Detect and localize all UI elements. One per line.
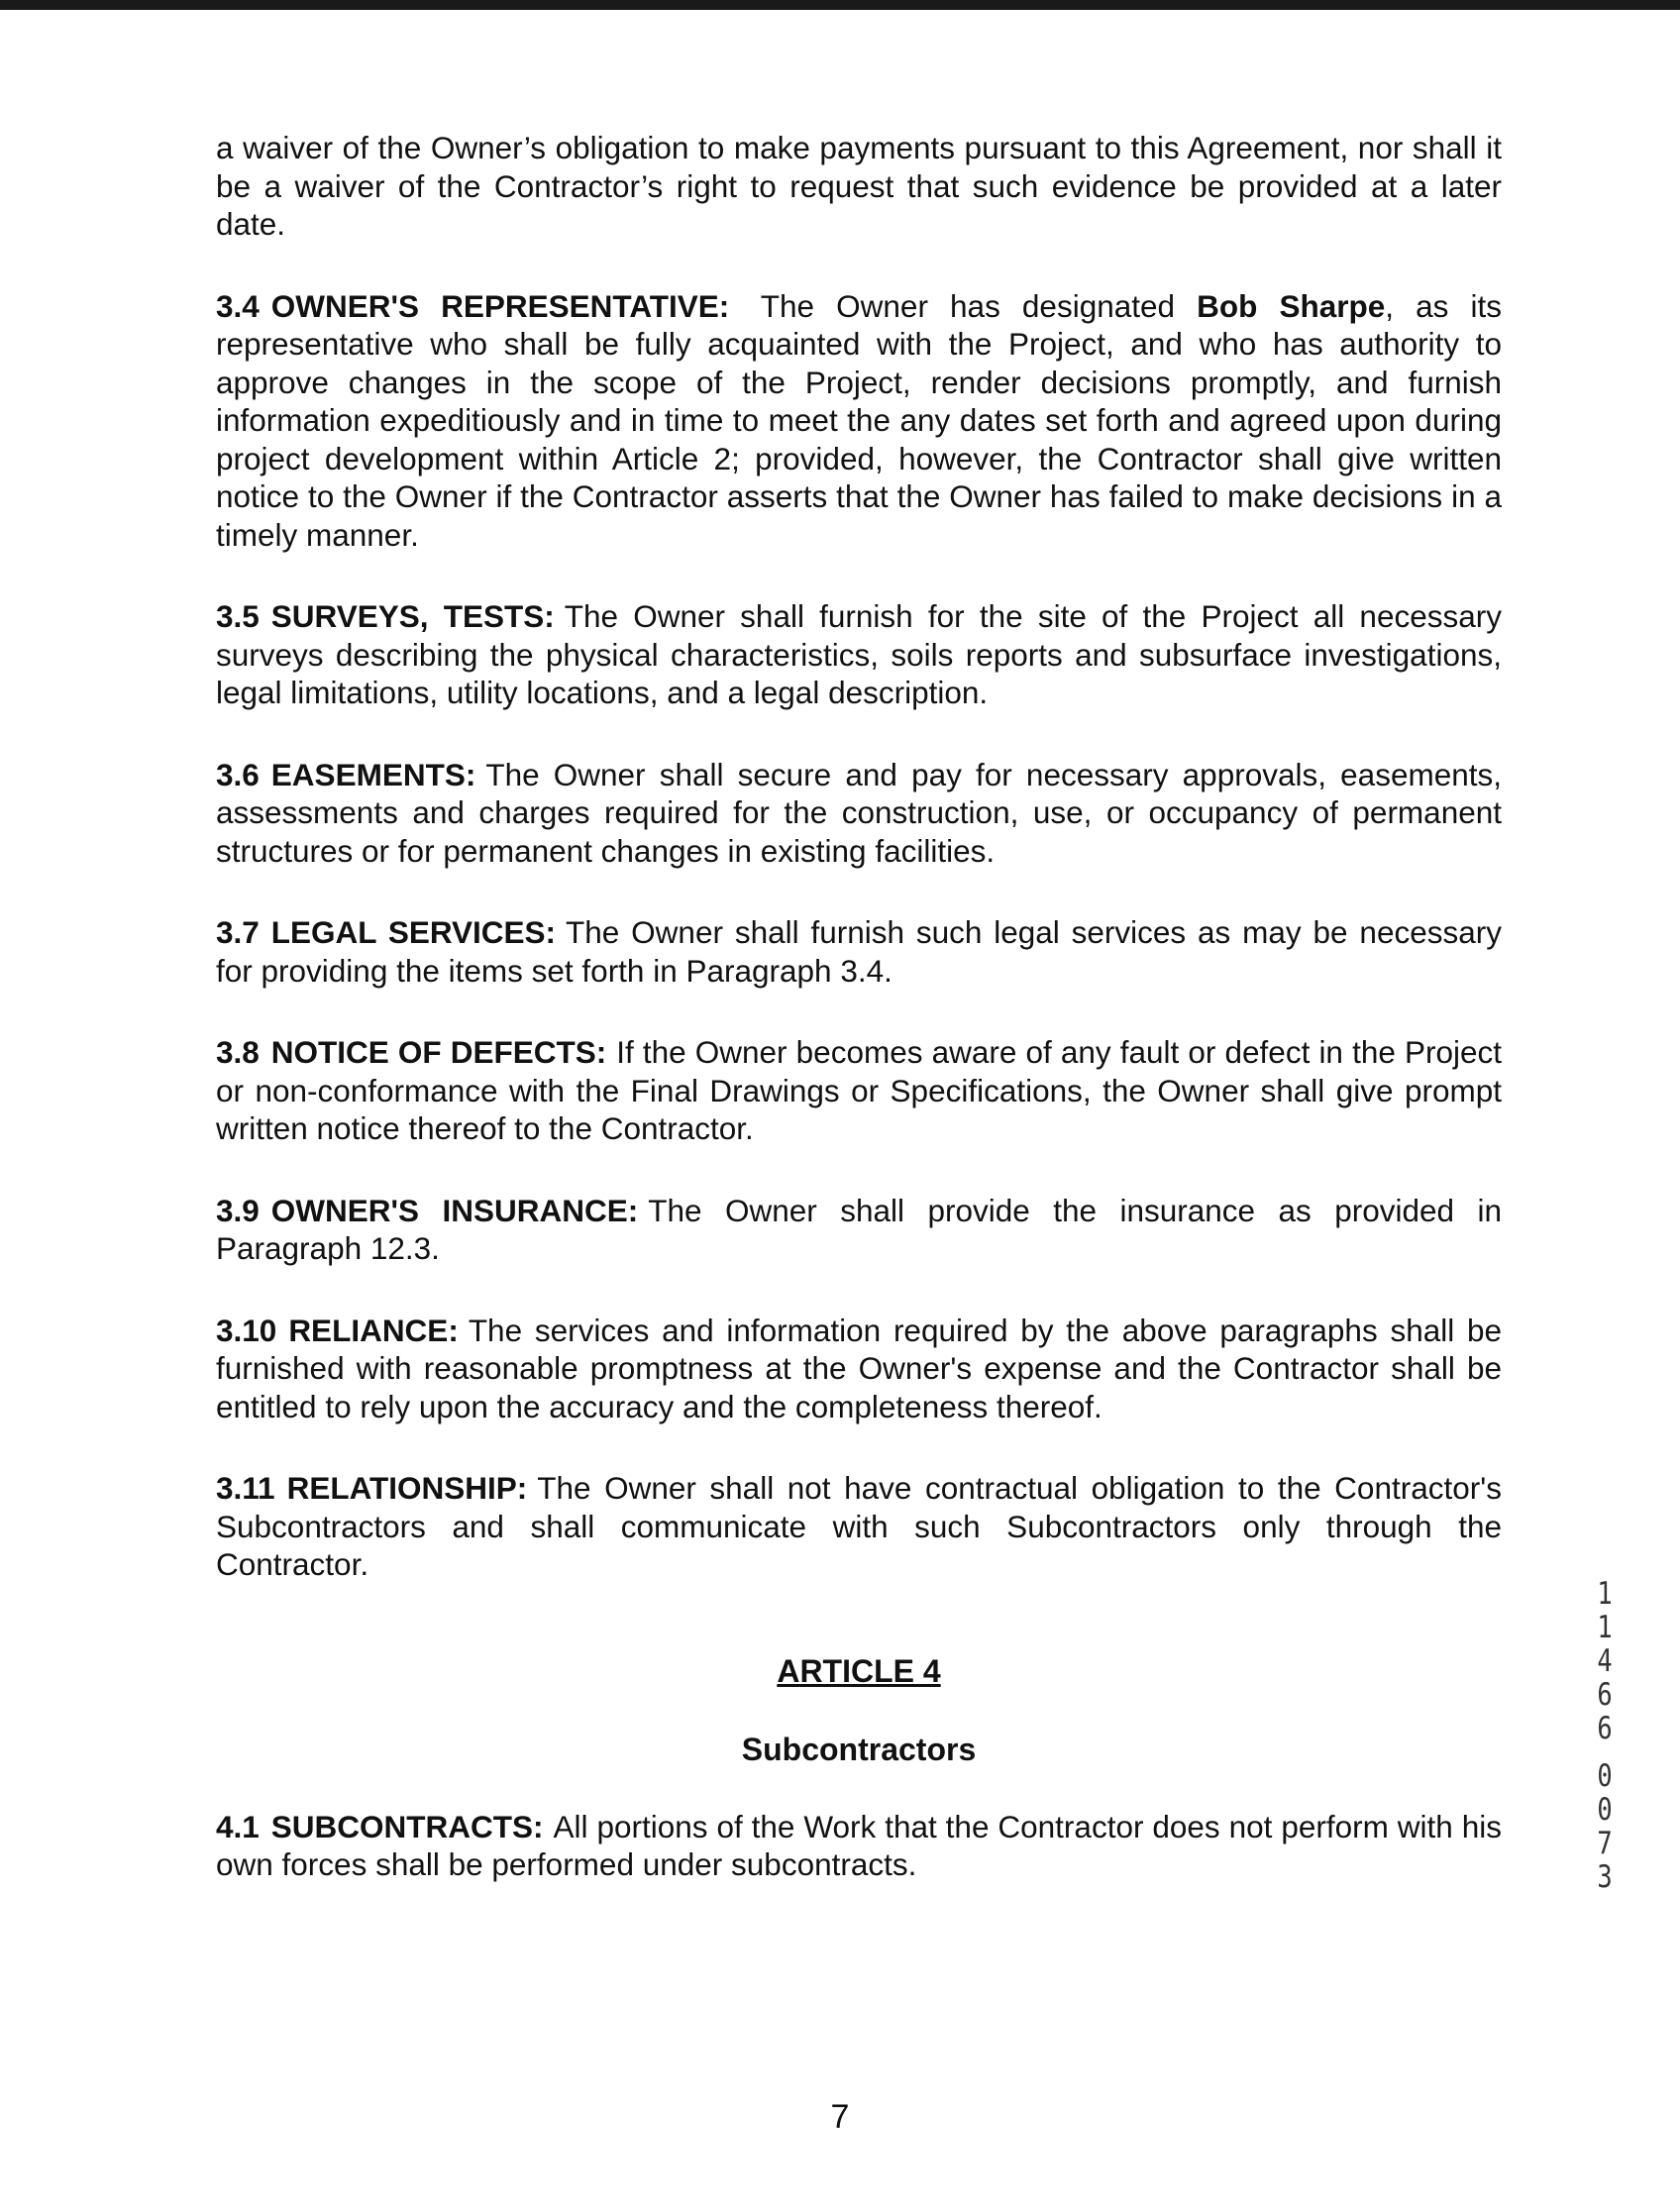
section-heading: SURVEYS, TESTS: xyxy=(270,598,555,634)
stamp-digit: 4 xyxy=(1597,1643,1613,1679)
section-heading: LEGAL SERVICES: xyxy=(270,914,557,950)
bates-stamp xyxy=(1589,1577,1622,1894)
article-subtitle: Subcontractors xyxy=(741,1731,977,1767)
stamp-digit: 6 xyxy=(1597,1677,1613,1713)
article-title: ARTICLE 4 xyxy=(777,1652,941,1689)
section-heading: RELIANCE: xyxy=(288,1312,459,1348)
section-number: 3.7 xyxy=(216,914,260,950)
section-number: 3.6 xyxy=(216,756,260,792)
intro-paragraph: a waiver of the Owner’s obligation to make payments pursuant to this Agreement, nor shall it be a waiver of the Contractor’s right to request that such evidence be provided at a later date. xyxy=(216,130,1502,242)
section-text: All portions of the Work that the Contractor does not perform with his own forces shall be performed under subcontracts. xyxy=(216,1808,1502,1882)
section-text: If the Owner becomes aware of any fault or defect in the Project or non-conformance with the Final Drawings or Specifications, the Owner shall give prompt written notice thereof to the Contractor. xyxy=(216,1034,1502,1146)
section-3-7 xyxy=(216,913,1502,990)
section-text: The Owner shall provide the insurance as provided in Paragraph 12.3. xyxy=(216,1192,1502,1266)
section-3-10 xyxy=(216,1312,1502,1426)
section-number: 3.8 xyxy=(216,1034,260,1070)
section-text: The Owner shall not have contractual obligation to the Contractor's Subcontractors and shall communicate with such Subcontractors only through the Contractor. xyxy=(216,1470,1502,1582)
stamp-digit: 1 xyxy=(1597,1610,1613,1645)
stamp-digit: 1 xyxy=(1597,1576,1613,1612)
section-heading: NOTICE OF DEFECTS: xyxy=(270,1034,607,1070)
section-text: The Owner shall furnish for the site of the Project all necessary surveys describing the physical characteristics, soils reports and subsurface investigations, legal limitations, utility locations, and a legal description. xyxy=(216,598,1502,710)
stamp-digit: 7 xyxy=(1597,1826,1613,1861)
representative-name: Bob Sharpe xyxy=(1197,287,1386,324)
section-3-9 xyxy=(216,1192,1502,1268)
section-3-4 xyxy=(216,287,1502,555)
section-text: The services and information required by the above paragraphs shall be furnished with reasonable promptness at the Owner's expense and the Contractor shall be entitled to rely upon the accuracy and the completeness thereof. xyxy=(216,1312,1502,1424)
section-text: The Owner has designated xyxy=(760,287,1176,324)
section-heading: SUBCONTRACTS: xyxy=(270,1808,544,1844)
section-heading: OWNER'S REPRESENTATIVE: xyxy=(270,287,730,324)
stamp-digit: 3 xyxy=(1597,1859,1613,1895)
stamp-digit: 0 xyxy=(1597,1758,1613,1794)
page-number: 7 xyxy=(830,2098,850,2136)
section-heading: RELATIONSHIP: xyxy=(286,1470,528,1506)
section-3-11 xyxy=(216,1469,1502,1584)
section-3-6 xyxy=(216,756,1502,871)
section-3-8 xyxy=(216,1033,1502,1148)
section-3-5 xyxy=(216,597,1502,712)
section-number: 4.1 xyxy=(216,1808,260,1844)
section-heading: OWNER'S INSURANCE: xyxy=(270,1192,639,1228)
section-number: 3.4 xyxy=(216,287,260,324)
section-heading: EASEMENTS: xyxy=(270,756,476,792)
section-text: The Owner shall furnish such legal services as may be necessary for providing the items set forth in Paragraph 3.4. xyxy=(216,914,1502,989)
section-text: The Owner shall secure and pay for necessary approvals, easements, assessments and charges required for the construction, use, or occupancy of permanent structures or for permanent changes in existing facilities. xyxy=(216,756,1502,869)
stamp-gap xyxy=(1589,1745,1622,1759)
section-text: , as its representative who shall be fully acquainted with the Project, and who has authority to approve changes in the scope of the Project, render decisions promptly, and furnish information expeditiously and in time to meet the any dates set forth and agreed upon during project development within Article 2; provided, however, the Contractor shall give written notice to the Owner if the Contractor asserts that the Owner has failed to make decisions in a timely manner. xyxy=(216,287,1502,553)
scan-top-edge xyxy=(0,0,1680,10)
section-number: 3.11 xyxy=(216,1470,275,1506)
document-body xyxy=(216,129,1502,1928)
stamp-digit: 0 xyxy=(1597,1792,1613,1828)
section-number: 3.5 xyxy=(216,598,260,634)
section-number: 3.9 xyxy=(216,1192,260,1228)
section-4-1 xyxy=(216,1808,1502,1884)
stamp-digit: 6 xyxy=(1597,1711,1613,1746)
section-number: 3.10 xyxy=(216,1312,277,1348)
